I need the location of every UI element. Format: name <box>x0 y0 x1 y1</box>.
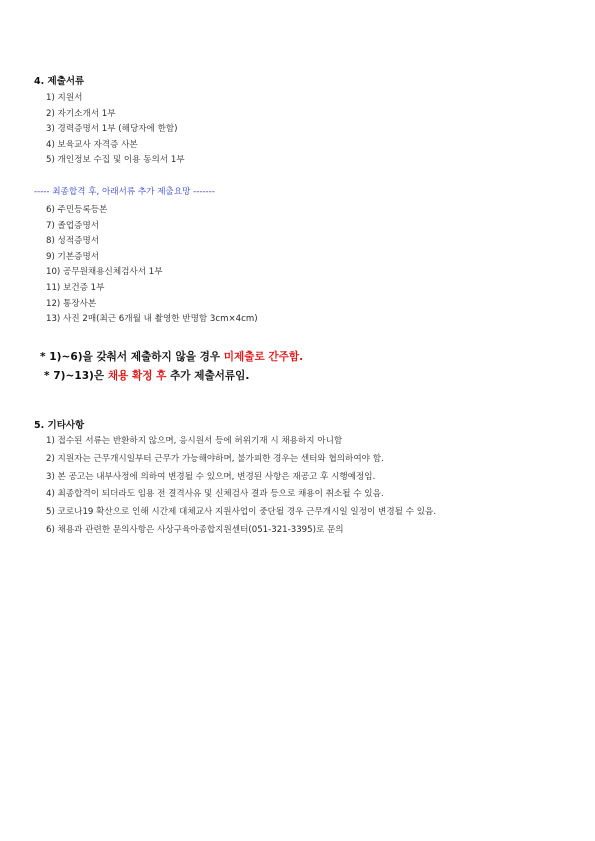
list-item: 12) 통장사본 <box>46 298 97 309</box>
list-item: 9) 기본증명서 <box>46 251 100 262</box>
section-5-heading: 5. 기타사항 <box>34 420 85 431</box>
list-item: 13) 사진 2매(최근 6개월 내 촬영한 반명함 3cm×4cm) <box>46 314 258 325</box>
note-highlight: 미제출로 간주함. <box>223 351 304 363</box>
list-item: 3) 본 공고는 내부사정에 의하여 변경될 수 있으며, 변경된 사항은 재공고 후 시행예정임. <box>46 471 376 482</box>
section-4-heading: 4. 제출서류 <box>34 76 85 87</box>
note-text: 추가 제출서류임. <box>166 370 250 382</box>
list-item: 6) 주민등록등본 <box>46 205 108 215</box>
additional-documents-list <box>46 203 258 328</box>
list-item: 6) 채용과 관련한 문의사항은 사상구육아종합지원센터(051-321-3395)로 문의 <box>46 524 344 535</box>
note-highlight: 채용 확정 후 <box>107 370 167 382</box>
list-item: 4) 최종합격이 되더라도 임용 전 결격사유 및 신체검사 결과 등으로 채용이 취소될 수 있음. <box>46 489 384 500</box>
list-item: 3) 경력증명서 1부 (해당자에 한함) <box>46 124 178 135</box>
list-item: 2) 지원자는 근무개시일부터 근무가 가능해야하며, 불가피한 경우는 센터와 협의하여야 함. <box>46 453 384 464</box>
list-item: 5) 코로나19 확산으로 인해 시간제 대체교사 지원사업이 중단될 경우 근무개시일 일정이 변경될 수 있음. <box>46 507 437 518</box>
additional-documents-divider: ----- 최종합격 후, 아래서류 추가 제출요망 ------- <box>34 187 215 197</box>
list-item: 1) 지원서 <box>46 93 83 103</box>
list-item: 10) 공무원채용신체검사서 1부 <box>46 267 163 278</box>
required-documents-list <box>46 91 185 169</box>
note-text: * 1)~6)을 갖춰서 제출하지 않을 경우 <box>40 351 224 363</box>
list-item: 4) 보육교사 자격증 사본 <box>46 139 138 150</box>
submission-notes <box>40 348 303 386</box>
list-item: 8) 성적증명서 <box>46 236 100 247</box>
list-item: 7) 졸업증명서 <box>46 220 100 231</box>
other-matters-list <box>46 433 436 540</box>
list-item: 11) 보건증 1부 <box>46 282 105 293</box>
list-item: 1) 접수된 서류는 반환하지 않으며, 응시원서 등에 허위기재 시 채용하지 아니함 <box>46 436 343 446</box>
list-item: 2) 자기소개서 1부 <box>46 108 116 119</box>
note-required-documents <box>40 348 303 367</box>
list-item: 5) 개인정보 수집 및 이용 동의서 1부 <box>46 155 185 166</box>
note-text: * 7)~13)은 <box>44 370 108 382</box>
note-additional-documents <box>40 367 303 386</box>
